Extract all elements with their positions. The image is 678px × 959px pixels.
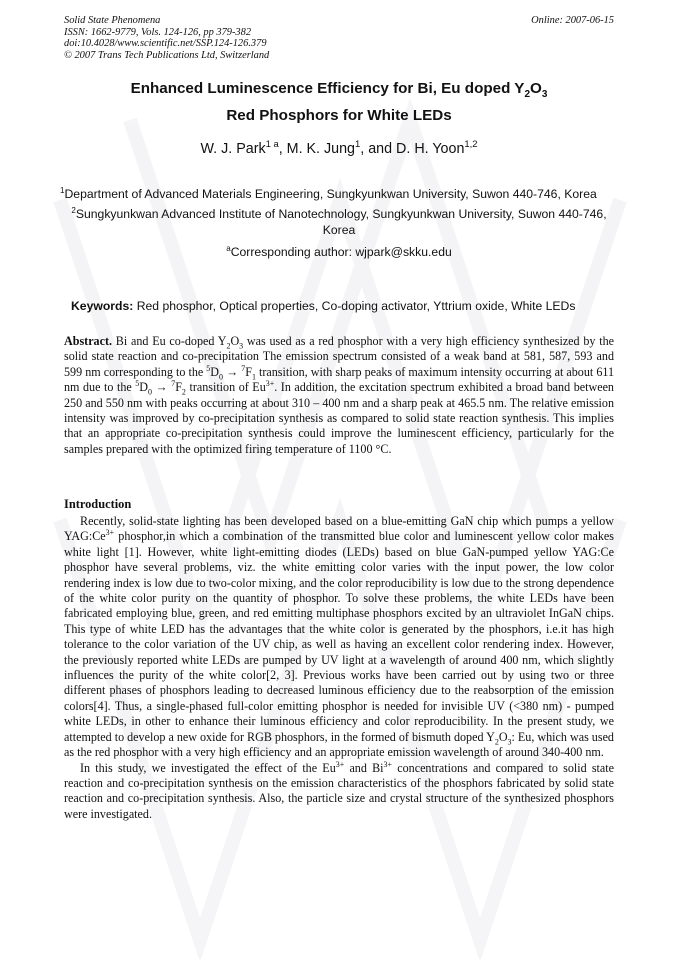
keywords [71, 299, 631, 313]
corresponding-text: Corresponding author: wjpark@skku.edu [230, 245, 452, 259]
affiliation-2 [60, 206, 618, 238]
author-affiliation-mark: 1 a [265, 138, 279, 150]
abstract-text: . In addition, the excitation spectrum exhibited a broad band between 250 and 550 nm with peaks occurring at about 310 – 400 nm and a sharp peak at 465.5 nm. The relative emission intensity was improved by co-precipitation synthesis as compared to solid state reaction synthesis. This implies that an appropriate co-precipitation synthesis could improve the luminescent efficiency, particularly for the samples prepared with the optimized firing temperature of 1100 °C. [64, 380, 614, 456]
affiliation-1 [60, 186, 618, 202]
abstract-subscript: 2 [226, 341, 231, 351]
intro-superscript: 3+ [105, 528, 115, 538]
intro-subscript: 2 [494, 737, 499, 747]
intro-text: : Eu, which was used as the red phosphor with a very high efficiency and an appropriate emission wavelength of around 340-400 nm. [64, 729, 614, 760]
abstract-subscript: 0 [219, 372, 223, 382]
affiliation-mark: 2 [71, 205, 76, 215]
abstract-superscript: 5 [206, 363, 211, 373]
paper-title-line-2: Red Phosphors for White LEDs [226, 107, 452, 124]
issn-line: ISSN: 1662-9779, Vols. 124-126, pp 379-382 [64, 26, 252, 38]
abstract-text: transition of Eu [185, 380, 266, 395]
abstract-superscript: 7 [171, 379, 176, 389]
journal-name: Solid State Phenomena [64, 15, 161, 26]
doi-line[interactable]: doi:10.4028/www.scientific.net/SSP.124-126.379 [64, 38, 267, 50]
title-text: Enhanced Luminescence Efficiency for Bi, Eu doped Y [130, 80, 525, 97]
author-name: M. K. Jung [286, 141, 356, 157]
abstract-text: O [230, 334, 240, 348]
intro-superscript: 3+ [335, 759, 345, 769]
title-subscript: 2 [524, 89, 531, 101]
author-separator: , [278, 141, 287, 157]
abstract-subscript: 1 [251, 372, 256, 382]
keywords-label: Keywords: [71, 299, 134, 313]
abstract-text: Bi and Eu co-doped Y [112, 334, 227, 348]
introduction-heading: Introduction [64, 497, 132, 511]
abstract-text: → [152, 380, 172, 395]
abstract-text: → [223, 364, 242, 379]
intro-text: phosphor,in which a combination of the transmitted blue color and luminescent yellow color makes white light [1]. However, white light-emitting diodes (LEDs) based on blue GaN-pumped yellow YAG:Ce phosphor have several problems, viz. the white emitting color varies with the input power, the low color rendering index is low due to two-color mixing, and the color reproducibility is low due to the strong dependence of the white color purity on the quantity of phosphor. To solve these problems, the white LEDs have been fabricated employing blue, green, and red emitting multiphase phosphors excited by an ultraviolet InGaN chips. This type of white LED has the advantages that the white color is generated by the phosphors, i.e.it has high tolerance to the color variation of the UV chip, as well as having an excellent color rendering index. However, the previously reported white LEDs are pumped by UV light at a wavelength of around 400 nm, which slightly influences the purity of the white color[2, 3]. Previous works have been carried out by using two or three different phases of phosphors leading to decreased luminous efficiency due to the reabsorption of the emission colors[4]. Thus, a single-phased full-color emitting phosphor is needed for invisible UV (<380 nm) - pumped white LEDs, in other to enhance their luminous efficiency and color reproducibility. In the present study, we attempted to develop a new oxide for RGB phosphors, in the formed of bismuth doped Y [64, 529, 614, 744]
abstract-subscript: 0 [148, 387, 152, 397]
keywords-text: Red phosphor, Optical properties, Co-doping activator, Yttrium oxide, White LEDs [133, 299, 576, 313]
author-name: W. J. Park [200, 141, 266, 157]
abstract-subscript: 2 [181, 387, 186, 397]
author-name: D. H. Yoon [396, 141, 465, 157]
copyright-line: © 2007 Trans Tech Publications Ltd, Switzerland [64, 49, 270, 61]
abstract-text: F [175, 380, 182, 395]
introduction-paragraph-1 [64, 514, 614, 761]
abstract-text: F [245, 364, 252, 379]
intro-text: and Bi [344, 760, 384, 775]
abstract-superscript: 7 [241, 363, 246, 373]
title-subscript: 3 [541, 89, 548, 101]
introduction-body [64, 514, 614, 822]
abstract-text: D [139, 380, 149, 395]
abstract-superscript: 3+ [265, 379, 275, 389]
author-separator: , and [360, 141, 397, 157]
abstract-label: Abstract. [64, 334, 113, 348]
intro-text: O [498, 729, 508, 744]
online-date: Online: 2007-06-15 [531, 15, 614, 26]
paper-title-line-1 [0, 80, 678, 101]
abstract-text: D [210, 364, 220, 379]
title-text: O [530, 80, 542, 97]
abstract-subscript: 3 [239, 341, 244, 351]
author-list [0, 138, 678, 157]
affiliation-text: Department of Advanced Materials Engineering, Sungkyunkwan University, Suwon 440-746, Korea [64, 187, 597, 201]
corresponding-mark: a [226, 243, 231, 253]
intro-text: In this study, we investigated the effect of the Eu [80, 760, 336, 775]
abstract-text: was used as a red phosphor with a very high efficiency synthesized by the solid state reaction and co-precipitation The emission spectrum consisted of a weak band at 581, 587, 593 and 599 nm corresponding to the [64, 334, 614, 379]
affiliation-mark: 1 [60, 185, 65, 195]
author-affiliation-mark: 1,2 [464, 138, 478, 150]
intro-text: concentrations and compared to solid state reaction and co-precipitation synthesis on the emission characteristics of the phosphors fabricated by solid state reaction and co-precipitation synthesis. Also, the particle size and crystal structure of the synthesized phosphors were investigated. [64, 760, 615, 821]
author-affiliation-mark: 1 [355, 138, 361, 150]
abstract [64, 334, 614, 457]
intro-superscript: 3+ [383, 759, 393, 769]
intro-subscript: 3 [507, 737, 512, 747]
abstract-text: transition, with sharp peaks of maximum intensity occurring at about 611 nm due to the [64, 364, 615, 395]
abstract-superscript: 5 [135, 379, 140, 389]
corresponding-author [60, 244, 618, 260]
intro-text: Recently, solid-state lighting has been developed based on a blue-emitting GaN chip which pumps a yellow YAG:Ce [64, 514, 614, 544]
affiliation-text: Sungkyunkwan Advanced Institute of Nanotechnology, Sungkyunkwan University, Suwon 440-746, Korea [75, 207, 607, 237]
journal-header [64, 15, 269, 61]
introduction-paragraph-2 [64, 761, 614, 823]
